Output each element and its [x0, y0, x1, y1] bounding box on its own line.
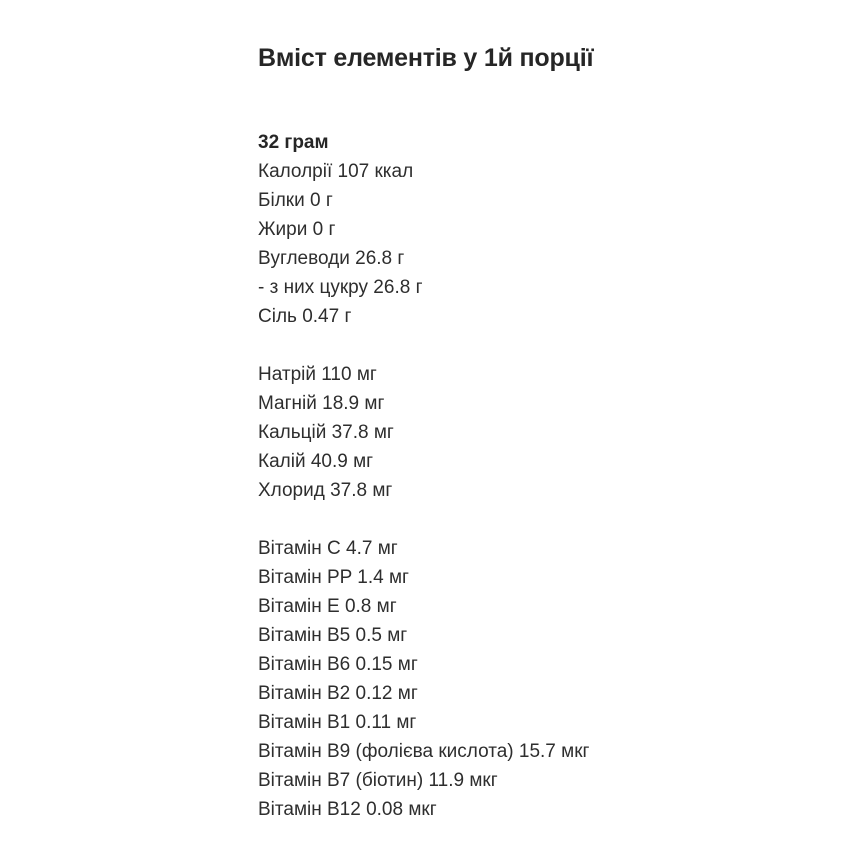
- macronutrients-list: [258, 157, 818, 331]
- vitamin-b12: Вітамін В12 0.08 мкг: [258, 799, 437, 820]
- vitamin-b2: Вітамін В2 0.12 мг: [258, 683, 418, 704]
- vitamin-b6: Вітамін В6 0.15 мг: [258, 654, 418, 675]
- vitamin-b7: Вітамін В7 (біотин) 11.9 мкг: [258, 770, 498, 791]
- vitamin-pp: Вітамін PP 1.4 мг: [258, 567, 409, 588]
- nutrition-info: [258, 40, 818, 824]
- minerals-list: [258, 360, 818, 505]
- nutrient-salt: Сіль 0.47 г: [258, 306, 352, 327]
- mineral-sodium: Натрій 110 мг: [258, 364, 377, 385]
- mineral-potassium: Калій 40.9 мг: [258, 451, 374, 472]
- mineral-magnesium: Магній 18.9 мг: [258, 393, 385, 414]
- vitamin-b1: Вітамін В1 0.11 мг: [258, 712, 417, 733]
- mineral-chloride: Хлорид 37.8 мг: [258, 480, 393, 501]
- nutrient-carbohydrates: Вуглеводи 26.8 г: [258, 248, 405, 269]
- vitamin-b5: Вітамін В5 0.5 мг: [258, 625, 408, 646]
- vitamin-b9: Вітамін В9 (фолієва кислота) 15.7 мкг: [258, 741, 590, 762]
- nutrient-sugar: - з них цукру 26.8 г: [258, 277, 423, 298]
- nutrient-fat: Жири 0 г: [258, 219, 336, 240]
- vitamin-c: Вітамін С 4.7 мг: [258, 538, 398, 559]
- portion-size: 32 грам: [258, 132, 329, 153]
- section-title: Вміст елементів у 1й порції: [258, 44, 594, 72]
- vitamin-e: Вітамін Е 0.8 мг: [258, 596, 397, 617]
- mineral-calcium: Кальцій 37.8 мг: [258, 422, 394, 443]
- vitamins-list: [258, 534, 818, 824]
- nutrient-protein: Білки 0 г: [258, 190, 333, 211]
- nutrient-calories: Калолрії 107 ккал: [258, 161, 414, 182]
